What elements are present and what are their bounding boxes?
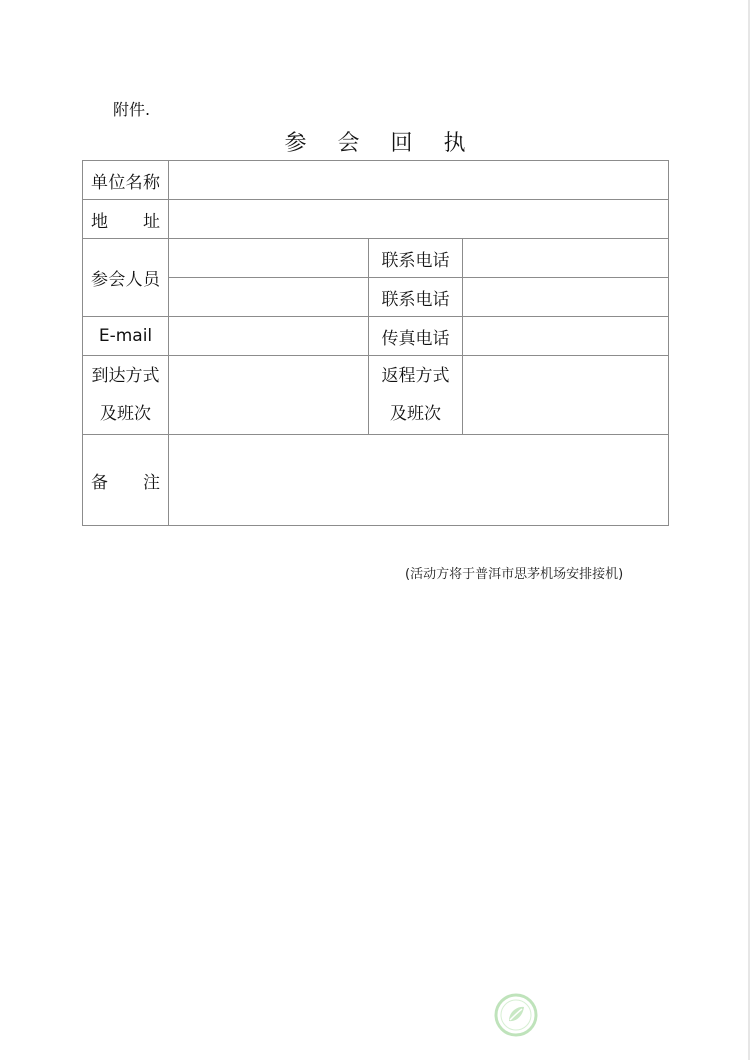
table-row	[83, 278, 669, 317]
arrival-field[interactable]	[169, 356, 369, 435]
footnote-pickup-notice: (活动方将于普洱市思茅机场安排接机)	[405, 567, 624, 582]
return-label-line-2: 及班次	[390, 404, 441, 424]
contact-phone-label-2: 联系电话	[369, 278, 463, 317]
contact-phone-field-1[interactable]	[463, 239, 669, 278]
arrival-label	[83, 356, 169, 435]
address-label: 地 址	[83, 200, 169, 239]
document-title: 参 会 回 执	[284, 131, 478, 156]
fax-label: 传真电话	[369, 317, 463, 356]
address-field[interactable]	[169, 200, 669, 239]
unit-name-label: 单位名称	[83, 161, 169, 200]
table-row	[83, 356, 669, 435]
attachment-label: 附件.	[113, 100, 151, 119]
receipt-form-table	[82, 160, 669, 526]
table-row	[83, 239, 669, 278]
return-label	[369, 356, 463, 435]
arrival-label-line-1: 到达方式	[91, 366, 160, 386]
table-row	[83, 161, 669, 200]
email-label: E-mail	[83, 317, 169, 356]
attendee-field-1[interactable]	[169, 239, 369, 278]
table-row	[83, 317, 669, 356]
contact-phone-field-2[interactable]	[463, 278, 669, 317]
table-row	[83, 435, 669, 526]
table-row	[83, 200, 669, 239]
unit-name-field[interactable]	[169, 161, 669, 200]
arrival-label-line-2: 及班次	[100, 404, 151, 424]
remark-label: 备 注	[83, 435, 169, 526]
attendee-field-2[interactable]	[169, 278, 369, 317]
remark-field[interactable]	[169, 435, 669, 526]
fax-field[interactable]	[463, 317, 669, 356]
attendee-label: 参会人员	[83, 239, 169, 317]
return-field[interactable]	[463, 356, 669, 435]
email-field[interactable]	[169, 317, 369, 356]
leaf-logo-icon	[494, 993, 538, 1037]
contact-phone-label-1: 联系电话	[369, 239, 463, 278]
return-label-line-1: 返程方式	[381, 366, 450, 386]
